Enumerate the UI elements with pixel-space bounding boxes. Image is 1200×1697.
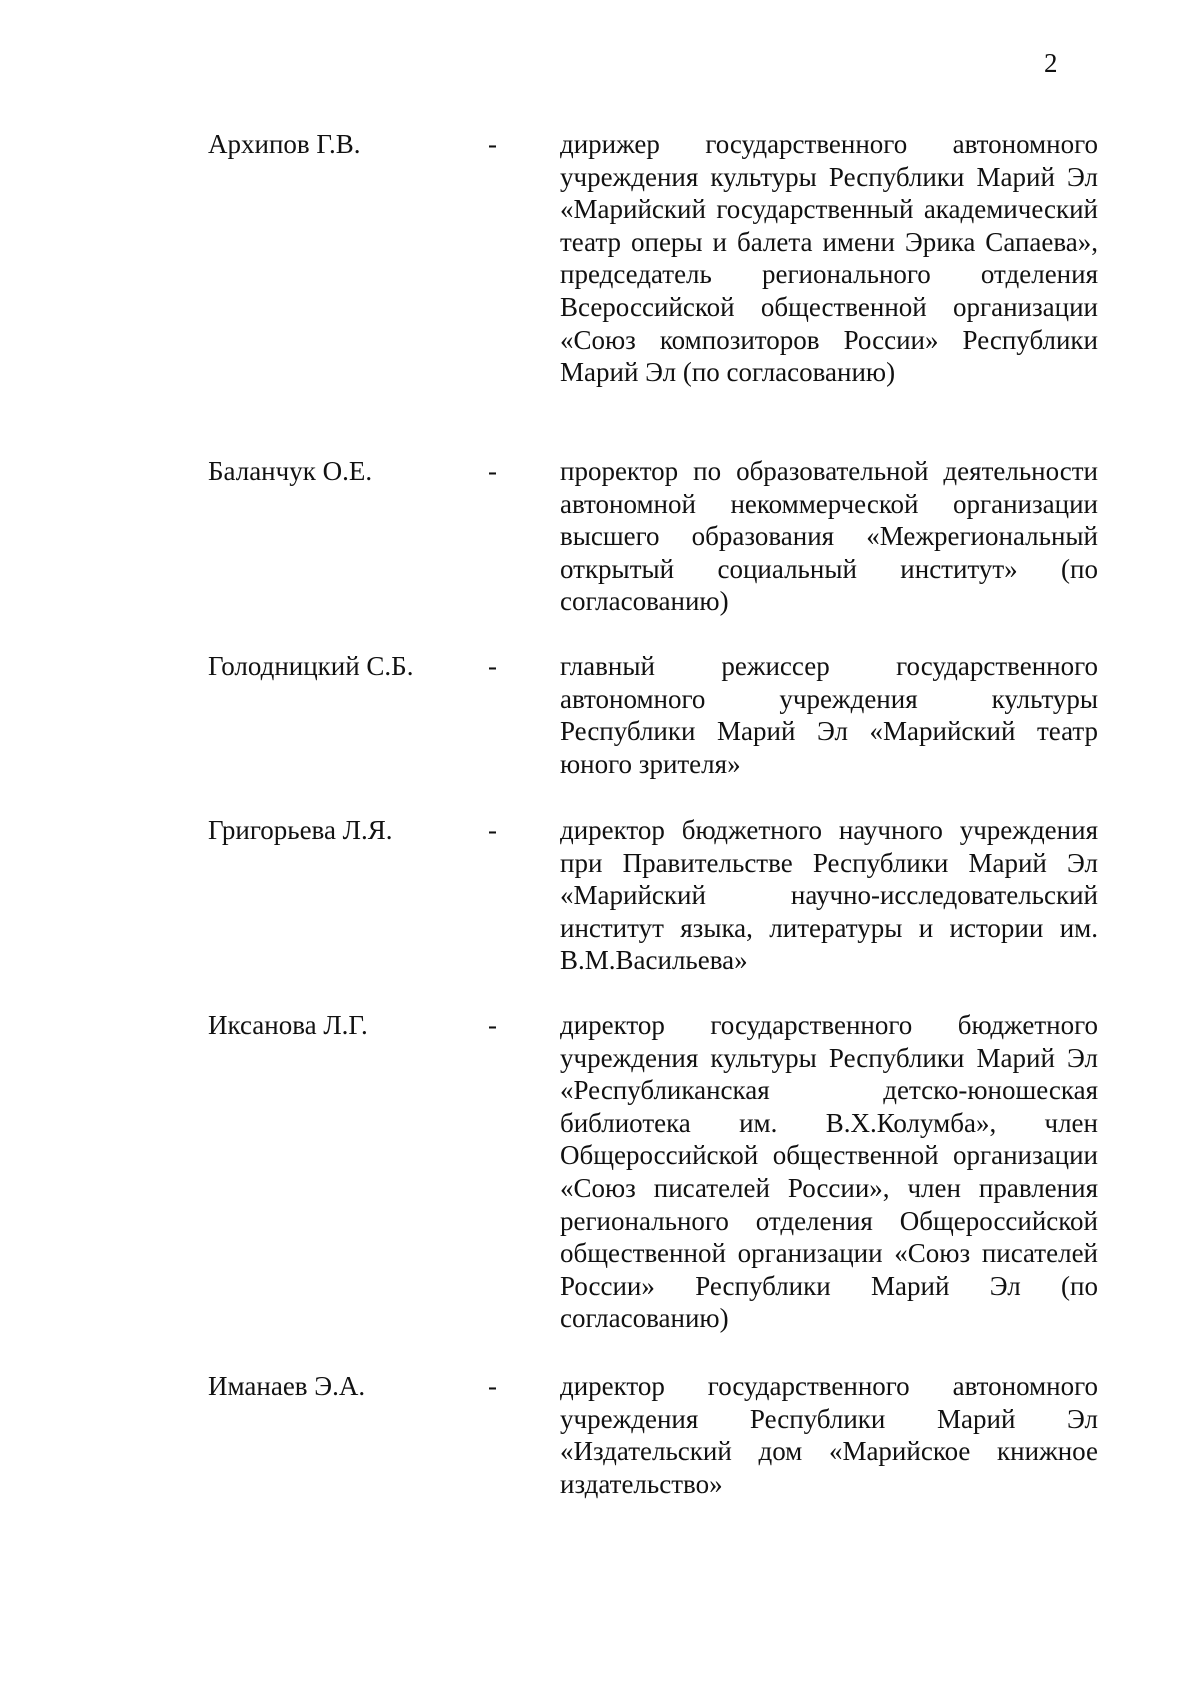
separator-dash: - [488, 129, 497, 159]
separator-dash: - [488, 815, 497, 845]
member-position: директор государственного автономного учреждения Республики Марий Эл «Издательский дом «Марийское книжное издательство» [560, 1371, 1098, 1499]
member-position: проректор по образовательной деятельности автономной некоммерческой организации высшего образования «Межрегиональный открытый социальный институт» (по согласованию) [560, 456, 1098, 617]
page-number: 2 [1044, 48, 1058, 78]
member-name: Баланчук О.Е. [208, 456, 373, 486]
member-position: директор государственного бюджетного учреждения культуры Республики Марий Эл «Республиканская детско-юношеская библиотека им. В.Х.Колумба», член Общероссийской общественной организации «Союз писателей России», член правления регионального отделения Общероссийской общественной организации «Союз писателей России» Республики Марий Эл (по согласованию) [560, 1010, 1098, 1334]
member-name: Иксанова Л.Г. [208, 1010, 368, 1040]
separator-dash: - [488, 651, 497, 681]
member-position: главный режиссер государственного автономного учреждения культуры Республики Марий Эл «Марийский театр юного зрителя» [560, 651, 1098, 779]
member-position: дирижер государственного автономного учреждения культуры Республики Марий Эл «Марийский государственный академический театр оперы и балета имени Эрика Сапаева», председатель регионального отделения Всероссийской общественной организации «Союз композиторов России» Республики Марий Эл (по согласованию) [560, 129, 1098, 388]
separator-dash: - [488, 456, 497, 486]
member-name: Архипов Г.В. [208, 129, 361, 159]
member-position: директор бюджетного научного учреждения при Правительстве Республики Марий Эл «Марийский научно-исследовательский институт языка, литературы и истории им. В.М.Васильева» [560, 815, 1098, 976]
member-name: Григорьева Л.Я. [208, 815, 393, 845]
member-name: Голодницкий С.Б. [208, 651, 414, 681]
separator-dash: - [488, 1010, 497, 1040]
separator-dash: - [488, 1371, 497, 1401]
member-name: Иманаев Э.А. [208, 1371, 366, 1401]
